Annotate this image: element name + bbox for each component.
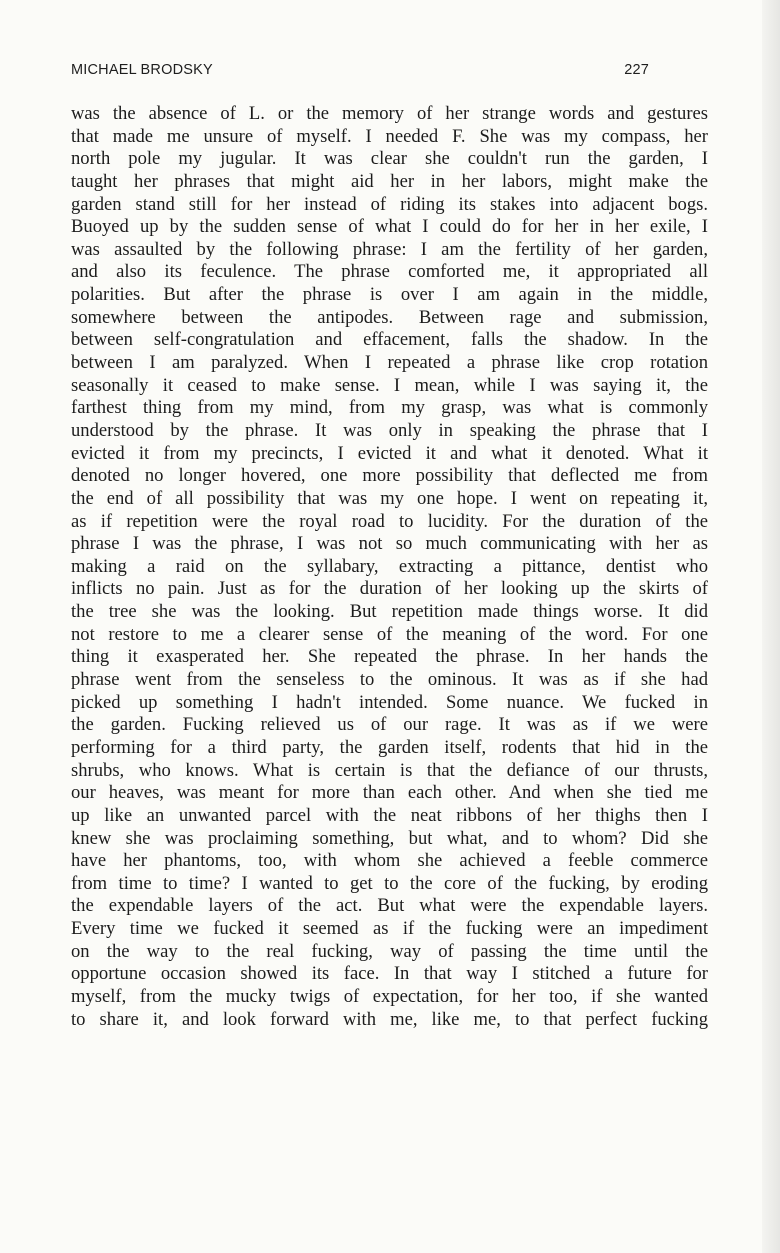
text-line: the expendable layers of the act. But what were the expendable layers.: [71, 895, 708, 917]
text-line: and also its feculence. The phrase comforted me, it appropriated all: [71, 261, 708, 283]
text-line: evicted it from my precincts, I evicted it and what it denoted. What it: [71, 442, 708, 464]
text-line: shrubs, who knows. What is certain is that the defiance of our thrusts,: [71, 759, 708, 781]
page-header: [71, 62, 649, 82]
text-line: opportune occasion showed its face. In that way I stitched a future for: [71, 963, 708, 985]
text-line: thing it exasperated her. She repeated the phrase. In her hands the: [71, 646, 708, 668]
text-line: inflicts no pain. Just as for the duration of her looking up the skirts of: [71, 578, 708, 600]
text-line: not restore to me a clearer sense of the meaning of the word. For one: [71, 623, 708, 645]
body-text: [71, 103, 708, 1031]
text-line: as if repetition were the royal road to lucidity. For the duration of the: [71, 510, 708, 532]
text-line: that made me unsure of myself. I needed F. She was my compass, her: [71, 125, 708, 147]
text-line: Every time we fucked it seemed as if the fucking were an impediment: [71, 918, 708, 940]
page-number: 227: [624, 62, 649, 78]
text-line: polarities. But after the phrase is over I am again in the middle,: [71, 284, 708, 306]
text-line: performing for a third party, the garden itself, rodents that hid in the: [71, 736, 708, 758]
text-line: garden stand still for her instead of riding its stakes into adjacent bogs.: [71, 193, 708, 215]
text-line: Buoyed up by the sudden sense of what I could do for her in her exile, I: [71, 216, 708, 238]
text-line: making a raid on the syllabary, extracting a pittance, dentist who: [71, 555, 708, 577]
text-line: to share it, and look forward with me, like me, to that perfect fucking: [71, 1008, 708, 1030]
text-line: phrase went from the senseless to the ominous. It was as if she had: [71, 669, 708, 691]
text-line: knew she was proclaiming something, but what, and to whom? Did she: [71, 827, 708, 849]
text-line: from time to time? I wanted to get to the core of the fucking, by eroding: [71, 872, 708, 894]
page-edge-shadow: [762, 0, 780, 1253]
text-line: myself, from the mucky twigs of expectation, for her too, if she wanted: [71, 985, 708, 1007]
text-line: between I am paralyzed. When I repeated a phrase like crop rotation: [71, 352, 708, 374]
text-line: up like an unwanted parcel with the neat ribbons of her thighs then I: [71, 804, 708, 826]
text-line: was the absence of L. or the memory of her strange words and gestures: [71, 103, 708, 124]
running-head: MICHAEL BRODSKY: [71, 62, 213, 78]
text-line: somewhere between the antipodes. Between rage and submission,: [71, 306, 708, 328]
text-line: our heaves, was meant for more than each other. And when she tied me: [71, 782, 708, 804]
text-line: the tree she was the looking. But repetition made things worse. It did: [71, 601, 708, 623]
text-line: was assaulted by the following phrase: I am the fertility of her garden,: [71, 238, 708, 260]
text-line: between self-congratulation and effacement, falls the shadow. In the: [71, 329, 708, 351]
text-line: taught her phrases that might aid her in her labors, might make the: [71, 170, 708, 192]
text-line: have her phantoms, too, with whom she achieved a feeble commerce: [71, 850, 708, 872]
text-line: north pole my jugular. It was clear she couldn't run the garden, I: [71, 148, 708, 170]
text-line: denoted no longer hovered, one more possibility that deflected me from: [71, 465, 708, 487]
text-line: phrase I was the phrase, I was not so much communicating with her as: [71, 533, 708, 555]
text-line: seasonally it ceased to make sense. I mean, while I was saying it, the: [71, 374, 708, 396]
text-line: on the way to the real fucking, way of passing the time until the: [71, 940, 708, 962]
text-line: the garden. Fucking relieved us of our rage. It was as if we were: [71, 714, 708, 736]
text-line: the end of all possibility that was my one hope. I went on repeating it,: [71, 487, 708, 509]
text-line: picked up something I hadn't intended. Some nuance. We fucked in: [71, 691, 708, 713]
text-line: farthest thing from my mind, from my grasp, was what is commonly: [71, 397, 708, 419]
text-line: understood by the phrase. It was only in speaking the phrase that I: [71, 419, 708, 441]
